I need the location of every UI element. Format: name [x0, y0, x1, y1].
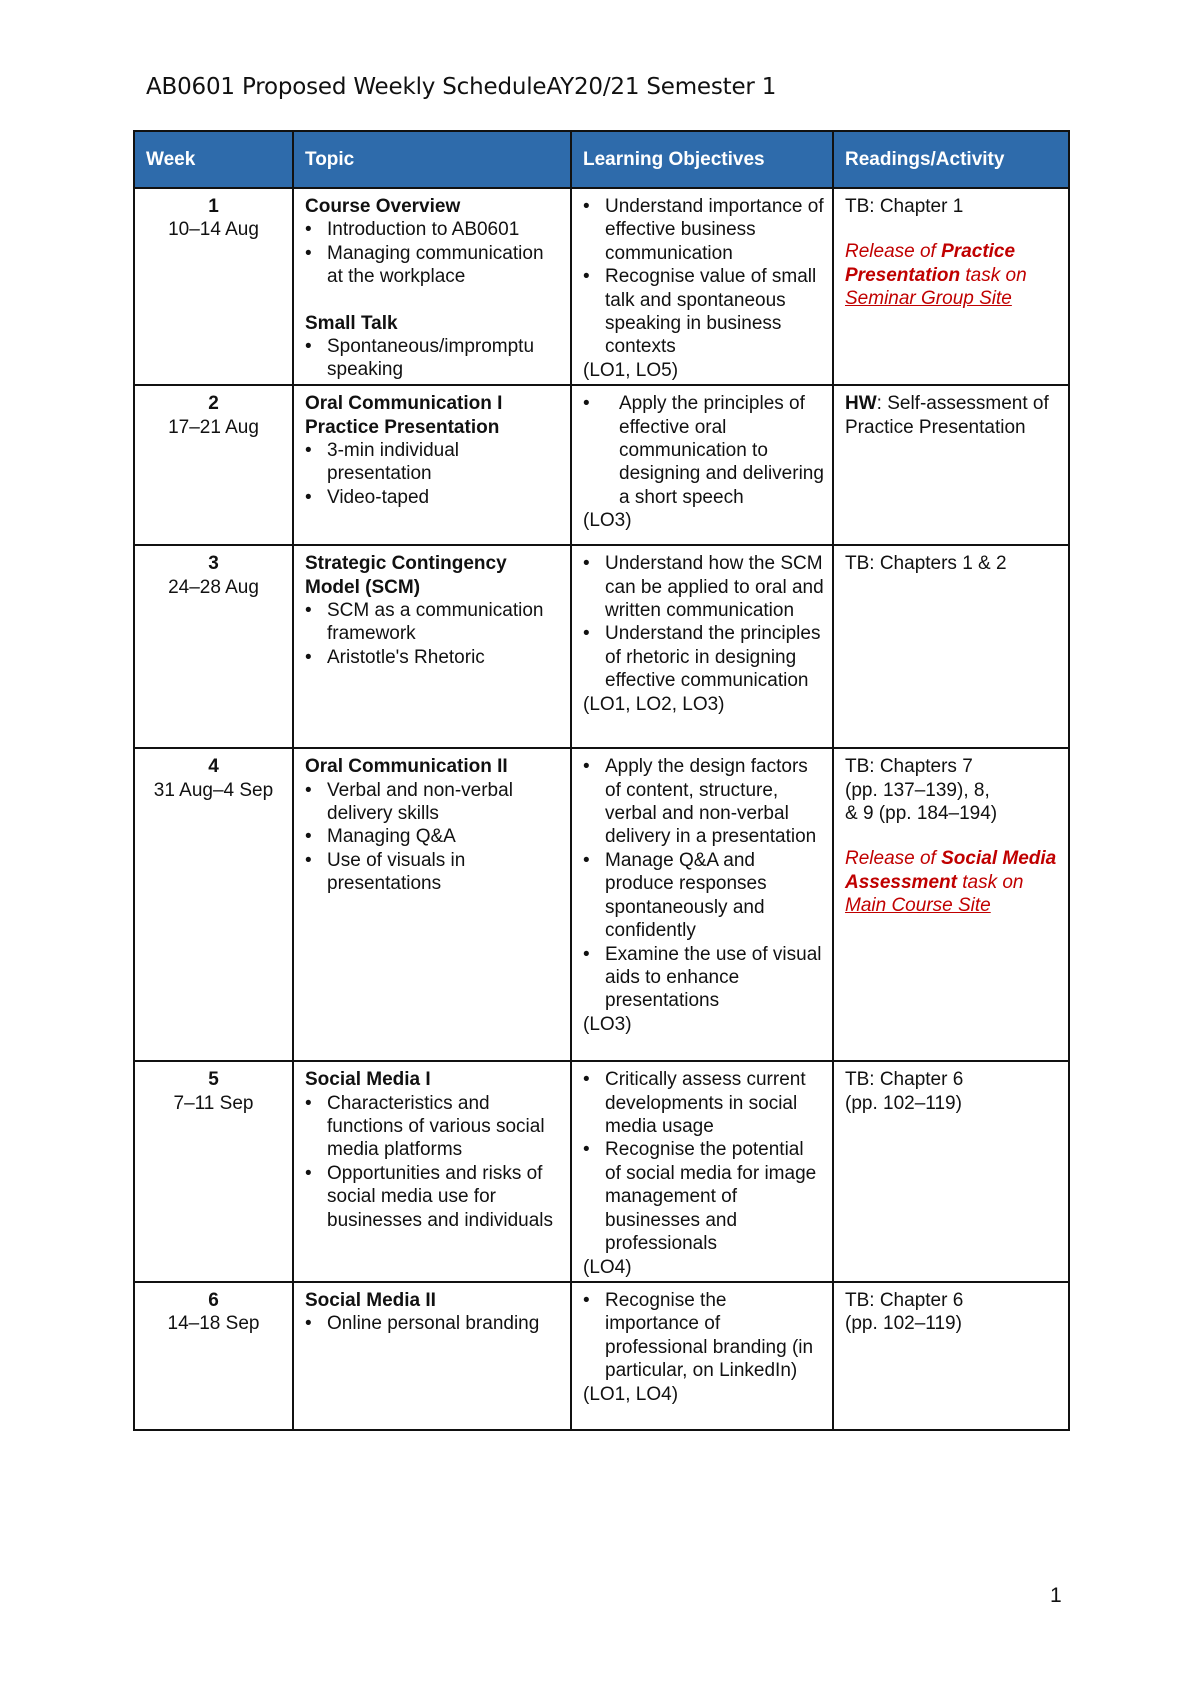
release-note	[845, 240, 1060, 310]
header-readings-activity: Readings/Activity	[833, 131, 1069, 188]
topic-title: Oral Communication I Practice Presentation	[305, 393, 503, 438]
topic-cell	[293, 385, 571, 545]
list-item: • Critically assess current developments in social media usage	[583, 1068, 824, 1138]
list-item: • Apply the design factors of content, structure, verbal and non-verbal delivery in a presentation	[583, 755, 824, 849]
week-dates: 14–18 Sep	[167, 1313, 260, 1335]
week-number: 1	[208, 196, 219, 217]
release-task: Social Media Assessment	[845, 848, 1057, 893]
topic-list	[305, 599, 562, 669]
reading-line: & 9 (pp. 184–194)	[845, 803, 998, 825]
header-row	[134, 131, 1069, 188]
week-cell	[134, 748, 293, 1061]
readings-cell	[833, 545, 1069, 748]
release-task: Practice Presentation	[845, 241, 1016, 286]
table-row	[134, 545, 1069, 748]
week-number: 4	[208, 756, 219, 778]
objectives-cell	[571, 545, 833, 748]
objectives-list	[583, 392, 824, 509]
learning-outcomes: (LO4)	[583, 1256, 632, 1278]
topic-title: Social Media I	[305, 1069, 431, 1091]
objectives-cell	[571, 1061, 833, 1282]
week-dates: 24–28 Aug	[168, 576, 259, 598]
list-item: • Online personal branding	[305, 1312, 562, 1335]
week-cell	[134, 1061, 293, 1282]
objectives-list	[583, 552, 824, 692]
list-item: • Understand importance of effective business communication	[583, 195, 824, 265]
learning-outcomes: (LO3)	[583, 1013, 632, 1035]
topic-cell	[293, 748, 571, 1061]
week-cell	[134, 1282, 293, 1430]
reading-line: TB: Chapter 6	[845, 1289, 964, 1311]
week-number: 2	[208, 393, 219, 415]
list-item: • Opportunities and risks of social media use for businesses and individuals	[305, 1162, 562, 1232]
release-note	[845, 847, 1060, 917]
week-number: 6	[208, 1289, 219, 1311]
schedule-table	[133, 130, 1070, 1431]
topic-list	[305, 218, 562, 288]
list-item: • Recognise the potential of social media for image management of businesses and professionals	[583, 1138, 824, 1255]
list-item: • Recognise the importance of professional branding (in particular, on LinkedIn)	[583, 1289, 824, 1383]
homework-label: HW	[845, 393, 877, 415]
reading-detail: : Self-assessment of Practice Presentation	[845, 393, 1049, 438]
readings-cell	[833, 1061, 1069, 1282]
readings-cell	[833, 385, 1069, 545]
objectives-list	[583, 755, 824, 1012]
week-number: 3	[208, 553, 219, 575]
readings-cell	[833, 188, 1069, 385]
objectives-cell	[571, 1282, 833, 1430]
table-row	[134, 385, 1069, 545]
list-item: • Manage Q&A and produce responses spontaneously and confidently	[583, 849, 824, 943]
objectives-list	[583, 1289, 824, 1383]
reading-text	[845, 392, 1060, 439]
release-mid: task on	[960, 264, 1027, 286]
list-item: • 3-min individual presentation	[305, 439, 562, 486]
week-dates: 10–14 Aug	[168, 219, 259, 241]
week-dates: 17–21 Aug	[168, 416, 259, 438]
week-cell	[134, 545, 293, 748]
objectives-cell	[571, 385, 833, 545]
list-item: • Recognise value of small talk and spontaneous speaking in business contexts	[583, 265, 824, 359]
topic-list	[305, 439, 562, 509]
header-topic: Topic	[293, 131, 571, 188]
learning-outcomes: (LO1, LO4)	[583, 1383, 679, 1405]
topic-title: Social Media II	[305, 1289, 436, 1311]
topic-subtitle: Small Talk	[305, 312, 398, 334]
topic-title: Strategic Contingency Model (SCM)	[305, 553, 507, 598]
learning-outcomes: (LO1, LO2, LO3)	[583, 693, 725, 715]
readings-cell	[833, 1282, 1069, 1430]
release-prefix: Release of	[845, 241, 942, 263]
list-item: • Verbal and non-verbal delivery skills	[305, 779, 562, 826]
reading-line: (pp. 102–119)	[845, 1313, 962, 1335]
list-item: • Apply the principles of effective oral communication to designing and delivering a short speech	[583, 392, 824, 509]
reading-line: TB: Chapters 7	[845, 756, 973, 778]
list-item: • Introduction to AB0601	[305, 218, 562, 241]
week-number: 5	[208, 1069, 219, 1091]
objectives-cell	[571, 188, 833, 385]
page-title: AB0601 Proposed Weekly ScheduleAY20/21 Semester 1	[146, 74, 777, 100]
header-learning-objectives: Learning Objectives	[571, 131, 833, 188]
learning-outcomes: (LO1, LO5)	[583, 359, 679, 381]
list-item: • Examine the use of visual aids to enhance presentations	[583, 943, 824, 1013]
reading-line: (pp. 137–139), 8,	[845, 779, 990, 801]
objectives-cell	[571, 748, 833, 1061]
topic-cell	[293, 188, 571, 385]
table-row	[134, 1282, 1069, 1430]
objectives-list	[583, 1068, 824, 1255]
topic-title: Oral Communication II	[305, 756, 508, 778]
topic-title: Course Overview	[305, 196, 461, 217]
main-course-site-link[interactable]: Main Course Site	[845, 895, 991, 917]
week-dates: 7–11 Sep	[173, 1092, 254, 1114]
readings-cell	[833, 748, 1069, 1061]
topic-cell	[293, 545, 571, 748]
page-number: 1	[1050, 1584, 1062, 1607]
list-item: • Video-taped	[305, 486, 562, 509]
reading-text: TB: Chapters 1 & 2	[845, 553, 1007, 575]
topic-cell	[293, 1061, 571, 1282]
list-item: • Managing Q&A	[305, 825, 562, 848]
table-row	[134, 188, 1069, 385]
objectives-list	[583, 195, 824, 359]
reading-line: TB: Chapter 6	[845, 1069, 964, 1091]
seminar-group-site-link[interactable]: Seminar Group Site	[845, 288, 1012, 310]
topic-cell	[293, 1282, 571, 1430]
header-week: Week	[134, 131, 293, 188]
reading-line: (pp. 102–119)	[845, 1092, 962, 1114]
release-prefix: Release of	[845, 848, 942, 870]
topic-list	[305, 779, 562, 896]
table-row	[134, 1061, 1069, 1282]
topic-list	[305, 1092, 562, 1232]
week-cell	[134, 385, 293, 545]
table-row	[134, 748, 1069, 1061]
week-dates: 31 Aug–4 Sep	[153, 779, 274, 801]
list-item: • Understand how the SCM can be applied to oral and written communication	[583, 552, 824, 622]
list-item: • Characteristics and functions of various social media platforms	[305, 1092, 562, 1162]
week-cell	[134, 188, 293, 385]
release-mid: task on	[956, 871, 1024, 893]
list-item: • Managing communication at the workplace	[305, 242, 562, 289]
list-item: • Use of visuals in presentations	[305, 849, 562, 896]
list-item: • SCM as a communication framework	[305, 599, 562, 646]
topic-list	[305, 335, 562, 382]
reading-text: TB: Chapter 1	[845, 196, 964, 217]
topic-list	[305, 1312, 562, 1335]
list-item: • Spontaneous/impromptu speaking	[305, 335, 562, 382]
list-item: • Understand the principles of rhetoric in designing effective communication	[583, 622, 824, 692]
list-item: • Aristotle's Rhetoric	[305, 646, 562, 669]
learning-outcomes: (LO3)	[583, 510, 632, 532]
